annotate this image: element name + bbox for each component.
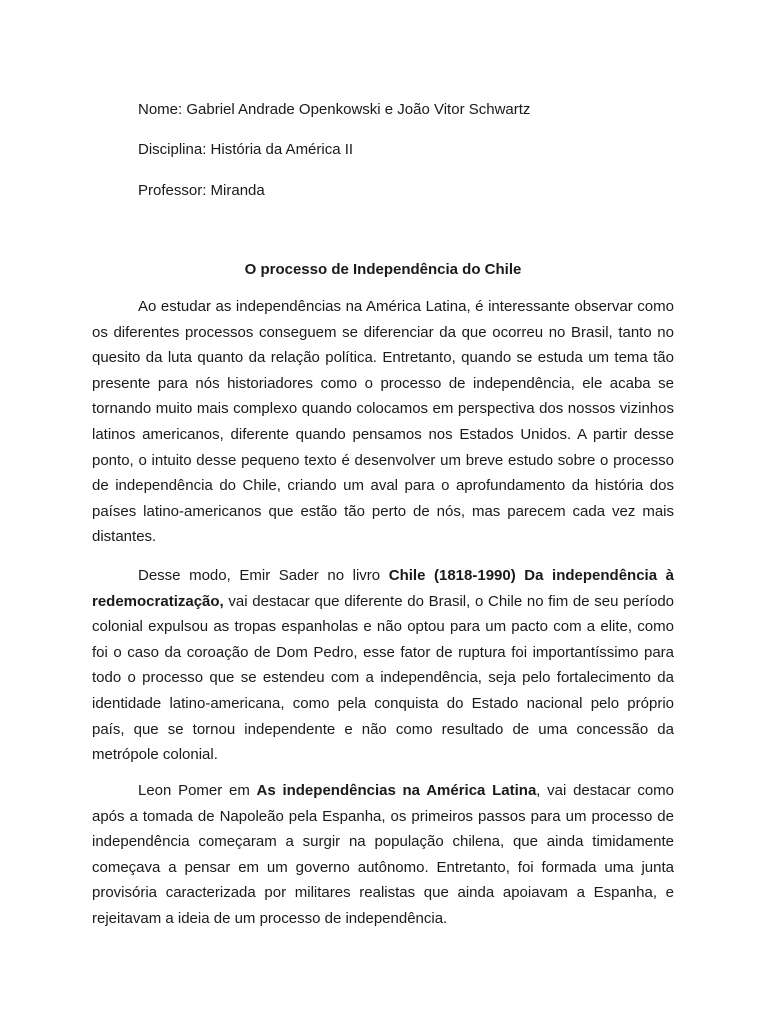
book-title-sader: Chile (1818-1990) Da independência à redemocratização, (92, 567, 674, 610)
paragraph-3-rest: , vai destacar como após a tomada de Napoleão pela Espanha, os primeiros passos para um processo de independência começaram a surgir na população chilena, que ainda timidamente começava a pensar em um governo autônomo. Entretanto, foi formada uma junta provisória caracterizada por militares realistas que ainda apoiavam a Espanha, e rejeitavam a ideia de um processo de independência. (92, 782, 675, 927)
document-title: O processo de Independência do Chile (244, 261, 522, 278)
paragraph-1-text: Ao estudar as independências na América Latina, é interessante observar como os diferentes processos conseguem se diferenciar da que ocorreu no Brasil, tanto no quesito da luta quanto da relação política. Entretanto, quando se estuda um tema tão presente para nós historiadores como o processo de independência, ele acaba se tornando muito mais complexo quando colocamos em perspectiva dos nossos vizinhos latinos americanos, diferente quando pensamos nos Estados Unidos. A partir desse ponto, o intuito desse pequeno texto é desenvolver um breve estudo sobre o processo de independência do Chile, criando um aval para o aprofundamento da história dos países latino-americanos que estão tão perto de nós, mas parecem cada vez mais distantes. (92, 298, 674, 546)
book-title-pomer: As independências na América Latina (256, 782, 537, 799)
paragraph-3 (92, 778, 674, 932)
paragraph-2-rest: vai destacar que diferente do Brasil, o Chile no fim de seu período colonial expulsou as tropas espanholas e não optou para um pacto com a elite, como foi o caso da coroação de Dom Pedro, esse fator de ruptura foi importantíssimo para todo o processo que se estendeu com a independência, seja pelo fortalecimento da identidade latino-americana, como pela conquista do Estado nacional pelo próprio país, que se tornou independente e não como resultado de uma concessão da metrópole colonial. (92, 592, 674, 764)
professor-line: Professor: Miranda (138, 182, 265, 199)
discipline-line: Disciplina: História da América II (138, 141, 354, 158)
paragraph-1 (92, 294, 674, 550)
paragraph-2-intro: Desse modo, Emir Sader no livro (138, 567, 389, 584)
student-names: Nome: Gabriel Andrade Openkowski e João Vitor Schwartz (138, 101, 531, 118)
paragraph-3-intro: Leon Pomer em (138, 782, 257, 799)
paragraph-2 (92, 563, 674, 768)
